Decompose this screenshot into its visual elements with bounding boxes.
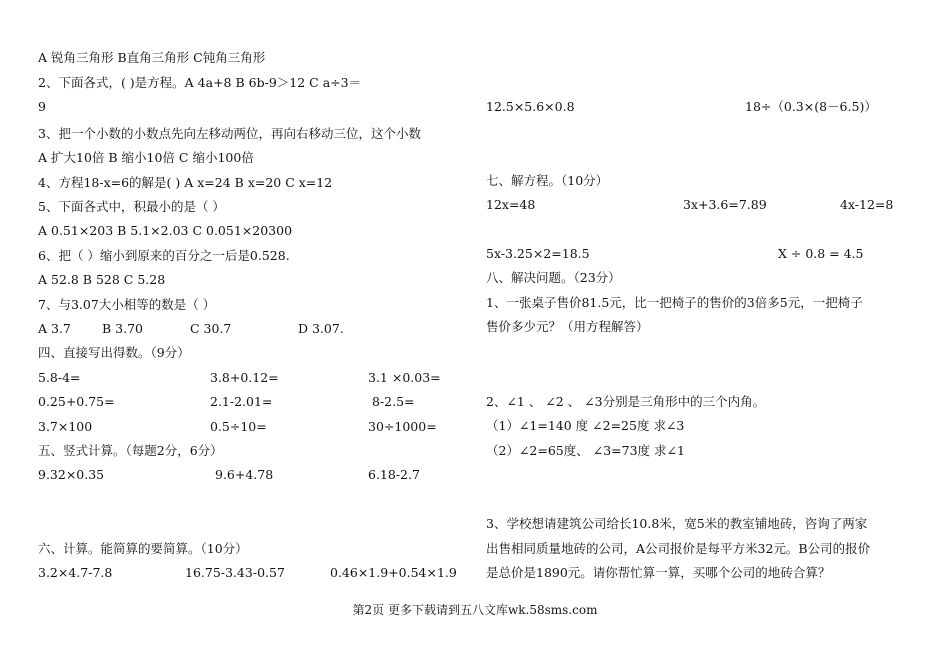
sec4-item: 5.8-4=	[38, 370, 81, 385]
sec6-item: 3.2×4.7-7.8	[38, 565, 113, 580]
problem-3-line2: 出售相同质量地砖的公司，A公司报价是每平方米32元。B公司的报价	[486, 541, 871, 556]
problem-2-line1: 2、∠1 、 ∠2 、 ∠3分别是三角形中的三个内角。	[486, 394, 766, 409]
calc-item: 18÷（0.3×(8－6.5)）	[745, 99, 877, 114]
q7-option-d: D 3.07.	[298, 321, 344, 336]
sec4-item: 3.7×100	[38, 419, 93, 434]
q3-line1: 3、把一个小数的小数点先向左移动两位，再向右移动三位，这个小数	[38, 126, 421, 141]
page-footer: 第2页 更多下载请到五八文库wk.58sms.com	[352, 603, 598, 617]
q7-option-a: A 3.7	[38, 321, 71, 336]
q6: 6、把（ ）缩小到原来的百分之一后是0.528.	[38, 248, 290, 263]
q7-option-b: B 3.70	[102, 321, 143, 336]
q1-options: A 锐角三角形 B直角三角形 C钝角三角形	[38, 50, 266, 65]
equation-item: 4x-12=8	[840, 197, 894, 212]
section-4-title: 四、直接写出得数。（9分）	[38, 345, 190, 360]
problem-2-line2: （1）∠1=140 度 ∠2=25度 求∠3	[486, 418, 685, 433]
problem-3-line1: 3、学校想请建筑公司给长10.8米，宽5米的教室铺地砖，咨询了两家	[486, 516, 868, 531]
equation-item: 12x=48	[486, 197, 536, 212]
problem-1-line1: 1、一张桌子售价81.5元，比一把椅子的售价的3倍多5元，一把椅子	[486, 295, 863, 310]
q7: 7、与3.07大小相等的数是（ ）	[38, 297, 216, 312]
section-5-title: 五、竖式计算。（每题2分，6分）	[38, 443, 223, 458]
q3-options: A 扩大10倍 B 缩小10倍 C 缩小100倍	[38, 150, 254, 165]
sec4-item: 8-2.5=	[372, 394, 415, 409]
equation-item: 5x-3.25×2=18.5	[486, 246, 590, 261]
section-8-title: 八、解决问题。（23分）	[486, 270, 621, 285]
section-6-title: 六、计算。能简算的要简算。（10分）	[38, 541, 248, 556]
sec6-item: 0.46×1.9+0.54×1.9	[330, 565, 457, 580]
q4: 4、方程18-x=6的解是( ) A x=24 B x=20 C x=12	[38, 175, 333, 190]
sec4-item: 30÷1000=	[368, 419, 437, 434]
sec5-item: 6.18-2.7	[368, 467, 420, 482]
section-7-title: 七、解方程。（10分）	[486, 173, 609, 188]
sec4-item: 3.8+0.12=	[210, 370, 279, 385]
sec5-item: 9.6+4.78	[215, 467, 274, 482]
sec4-item: 2.1-2.01=	[210, 394, 273, 409]
q5-options: A 0.51×203 B 5.1×2.03 C 0.051×20300	[38, 223, 293, 238]
problem-1-line2: 售价多少元？（用方程解答）	[486, 319, 649, 334]
equation-item: X ÷ 0.8 = 4.5	[778, 246, 864, 261]
q2-line1: 2、下面各式，( )是方程。A 4a+8 B 6b-9＞12 C a÷3＝	[38, 75, 362, 90]
problem-2-line3: （2）∠2=65度、 ∠3=73度 求∠1	[486, 443, 685, 458]
q2-line2: 9	[38, 99, 46, 114]
sec6-item: 16.75-3.43-0.57	[185, 565, 285, 580]
q6-options: A 52.8 B 528 C 5.28	[38, 272, 166, 287]
sec4-item: 0.25+0.75=	[38, 394, 115, 409]
problem-3-line3: 是总价是1890元。请你帮忙算一算，买哪个公司的地砖合算？	[486, 565, 831, 580]
q5: 5、下面各式中，积最小的是（ ）	[38, 199, 225, 214]
sec4-item: 0.5÷10=	[210, 419, 267, 434]
equation-item: 3x+3.6=7.89	[683, 197, 767, 212]
sec5-item: 9.32×0.35	[38, 467, 105, 482]
sec4-item: 3.1 ×0.03=	[368, 370, 441, 385]
q7-option-c: C 30.7	[190, 321, 232, 336]
calc-item: 12.5×5.6×0.8	[486, 99, 575, 114]
